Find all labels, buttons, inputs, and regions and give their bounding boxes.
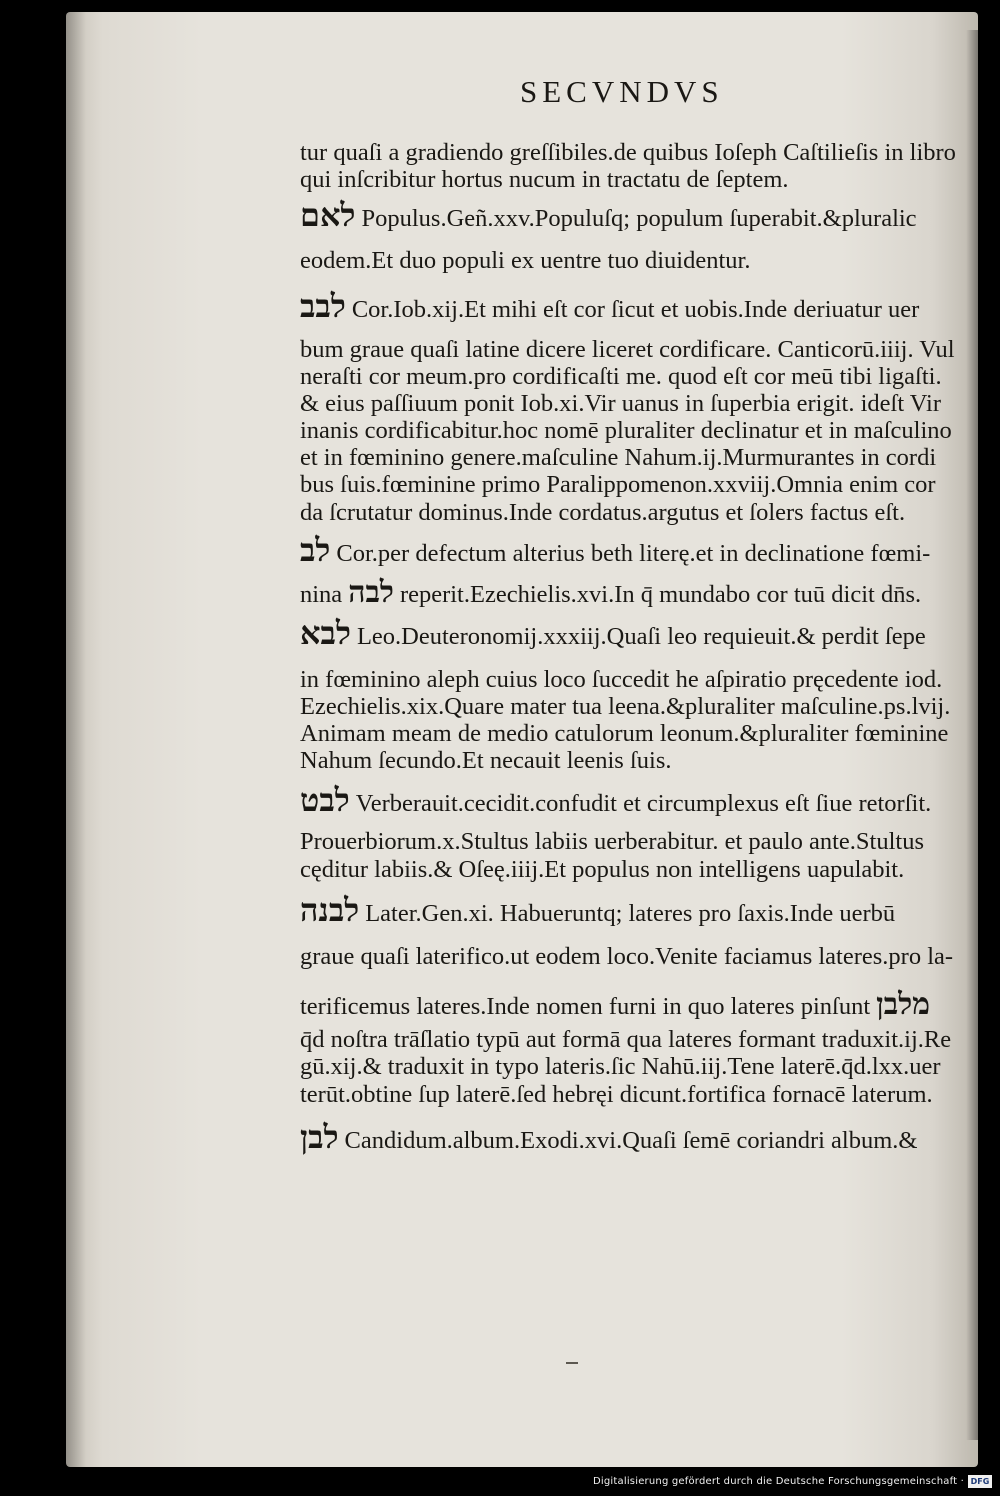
text-line: Prouerbiorum.x.Stultus labiis uerberabitur. et paulo ante.Stultus	[300, 828, 924, 855]
entry-line: לב Cor.per defectum alterius beth literę.et in declinatione fœmi-	[300, 531, 931, 569]
hebrew-headword: לבן	[300, 1118, 339, 1156]
text-line: terūt.obtine ſup laterē.ſed hebręi dicunt.fortifica fornacē laterum.	[300, 1081, 933, 1108]
text-line: da ſcrutatur dominus.Inde cordatus.argutus et ſolers factus eſt.	[300, 499, 906, 526]
hebrew-inline-word: מלבן	[876, 987, 931, 1022]
text-line: qui inſcribitur hortus nucum in tractatu de ſeptem.	[300, 166, 789, 193]
text-line: Ezechielis.xix.Quare mater tua leena.&pluraliter maſculine.ps.lvij.	[300, 693, 951, 720]
entry-line: לבא Leo.Deuteronomij.xxxiij.Quaſi leo requieuit.& perdit ſepe	[300, 614, 926, 652]
entry-line: לבן Candidum.album.Exodi.xvi.Quaſi ſemē coriandri album.&	[300, 1118, 918, 1156]
hebrew-headword: לבט	[300, 781, 350, 819]
funding-notice: Digitalisierung gefördert durch die Deutsche Forschungsgemeinschaft ·	[593, 1476, 964, 1487]
text-line: Nahum ſecundo.Et necauit leenis ſuis.	[300, 747, 672, 774]
dfg-logo: DFG	[968, 1475, 992, 1488]
gutter-shadow	[66, 12, 86, 1467]
running-head: SECVNDVS	[520, 74, 724, 109]
text-line: cęditur labiis.& Oſeę.iiij.Et populus non intelligens uapulabit.	[300, 856, 905, 883]
text-line: q̄d noſtra trāſlatio typū aut formā qua lateres formant traduxit.ij.Re	[300, 1026, 952, 1053]
hebrew-inline-word: לבה	[348, 575, 394, 610]
text-line: terificemus lateres.Inde nomen furni in quo lateres pinſunt מלבן	[300, 987, 931, 1022]
text-line: et in fœminino genere.maſculine Nahum.ij.Murmurantes in cordi	[300, 444, 937, 471]
text-line: graue quaſi laterifico.ut eodem loco.Venite faciamus lateres.pro la-	[300, 943, 954, 970]
hebrew-headword: לבא	[300, 614, 351, 652]
page-mark	[566, 1362, 578, 1364]
hebrew-headword: לאם	[300, 196, 356, 234]
hebrew-headword: לב	[300, 531, 331, 569]
text-line: neraſti cor meum.pro cordificaſti me. quod eſt cor meū tibi ligaſti.	[300, 363, 942, 390]
text-line: in fœminino aleph cuius loco ſuccedit he aſpiratio pręcedente iod.	[300, 666, 943, 693]
text-line: nina לבה reperit.Ezechielis.xvi.In q̄ mundabo cor tuū dicit dn̄s.	[300, 575, 922, 610]
text-line: bum graue quaſi latine dicere liceret cordificare. Canticorū.iiij. Vul	[300, 336, 955, 363]
hebrew-headword: לבנה	[300, 891, 360, 929]
footer-bar	[0, 1470, 1000, 1496]
text-line: & eius paſſiuum ponit Iob.xi.Vir uanus in ſuperbia erigit. ideſt Vir	[300, 390, 941, 417]
text-line: Animam meam de medio catulorum leonum.&pluraliter fœminine	[300, 720, 949, 747]
text-line: inanis cordificabitur.hoc nomē pluraliter declinatur et in maſculino	[300, 417, 952, 444]
text-line: tur quaſi a gradiendo greſſibiles.de quibus Ioſeph Caſtilieſis in libro	[300, 139, 956, 166]
entry-line: לאם Populus.Geñ.xxv.Populuſq; populum ſuperabit.&pluralic	[300, 196, 917, 234]
text-line: bus ſuis.fœminine primo Paralippomenon.xxviij.Omnia enim cor	[300, 471, 936, 498]
text-line: eodem.Et duo populi ex uentre tuo diuidentur.	[300, 247, 751, 274]
entry-line: לבנה Later.Gen.xi. Habueruntq; lateres pro ſaxis.Inde uerbū	[300, 891, 896, 929]
entry-line: לבב Cor.Iob.xij.Et mihi eſt cor ſicut et uobis.Inde deriuatur uer	[300, 287, 920, 325]
hebrew-headword: לבב	[300, 287, 346, 325]
page-edge-shadow	[966, 30, 978, 1440]
entry-line: לבט Verberauit.cecidit.confudit et circumplexus eſt ſiue retorſit.	[300, 781, 932, 819]
text-line: gū.xij.& traduxit in typo lateris.ſic Nahū.iij.Tene laterē.q̄d.lxx.uer	[300, 1053, 941, 1080]
